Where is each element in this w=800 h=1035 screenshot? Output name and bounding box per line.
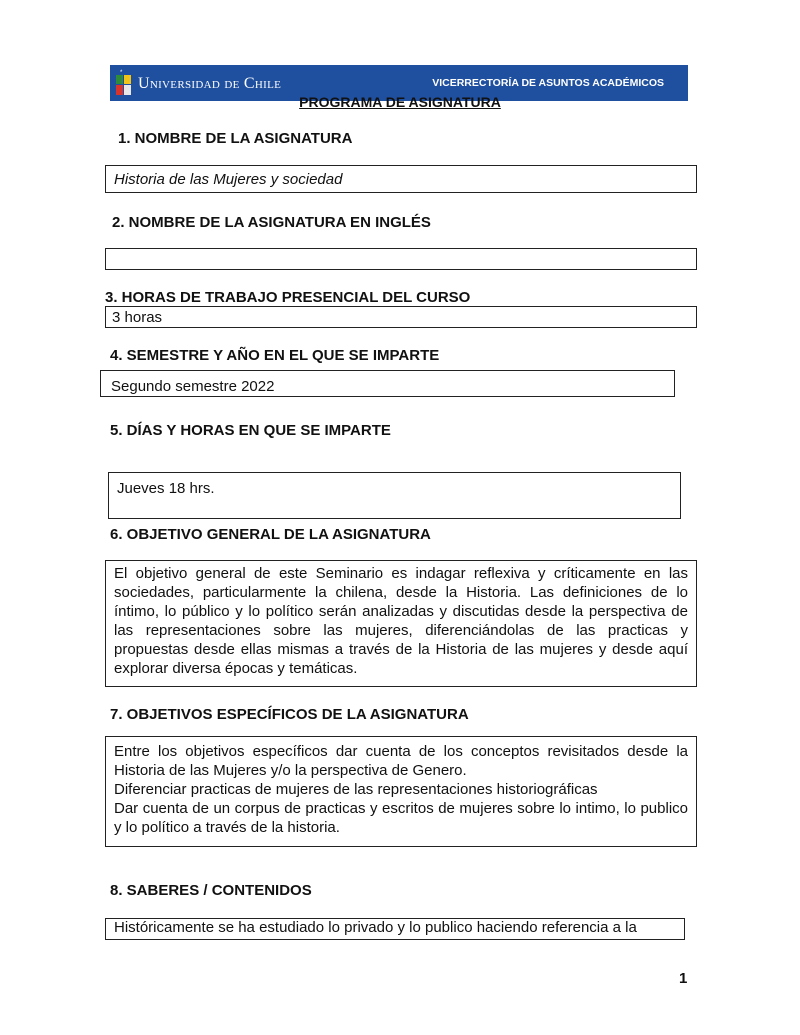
schedule-field: Jueves 18 hrs. [108,472,681,519]
general-objective-field: El objetivo general de este Seminario es indagar reflexiva y críticamente en las sociedades, particularmente la chilena, desde la Historia. Las definiciones de lo íntimo, lo público y lo político serán analizadas y discutidas desde la perspectiva de las representaciones sobre las mujeres, diferenciándolas de las practicas y propuestas desde ellas mismas a través de la Historia de las mujeres y desde aquí explorar diversa épocas y temáticas. [105,560,697,687]
course-name-english-field [105,248,697,270]
section-5-heading: 5. DÍAS Y HORAS EN QUE SE IMPARTE [110,422,391,439]
university-logo-icon [116,69,132,97]
section-2-heading: 2. NOMBRE DE LA ASIGNATURA EN INGLÉS [112,214,431,231]
contents-field: Históricamente se ha estudiado lo privado y lo publico haciendo referencia a la [105,918,685,940]
objective-line: Diferenciar practicas de mujeres de las representaciones historiográficas [114,781,598,798]
semester-field: Segundo semestre 2022 [100,370,675,397]
section-1-heading: 1. NOMBRE DE LA ASIGNATURA [118,130,353,147]
university-name: Universidad de Chile [138,75,282,92]
section-7-heading: 7. OBJETIVOS ESPECÍFICOS DE LA ASIGNATURA [110,706,469,723]
objective-line: Entre los objetivos específicos dar cuenta de los conceptos revisitados desde la Historia de las Mujeres y/o la perspectiva de Genero. [114,743,688,779]
svg-text:*: * [120,70,123,76]
document-title: PROGRAMA DE ASIGNATURA [299,94,501,110]
page-number: 1 [679,970,688,987]
specific-objectives-field [105,736,697,847]
section-8-heading: 8. SABERES / CONTENIDOS [110,882,312,899]
section-3-heading: 3. HORAS DE TRABAJO PRESENCIAL DEL CURSO [105,289,471,306]
objective-line: Dar cuenta de un corpus de practicas y escritos de mujeres sobre lo intimo, lo publico y lo político a través de la historia. [114,800,688,836]
hours-field: 3 horas [105,306,697,328]
section-4-heading: 4. SEMESTRE Y AÑO EN EL QUE SE IMPARTE [110,347,440,364]
section-6-heading: 6. OBJETIVO GENERAL DE LA ASIGNATURA [110,526,431,543]
course-name-field: Historia de las Mujeres y sociedad [105,165,697,193]
office-name: VICERRECTORÍA DE ASUNTOS ACADÉMICOS [432,77,664,89]
